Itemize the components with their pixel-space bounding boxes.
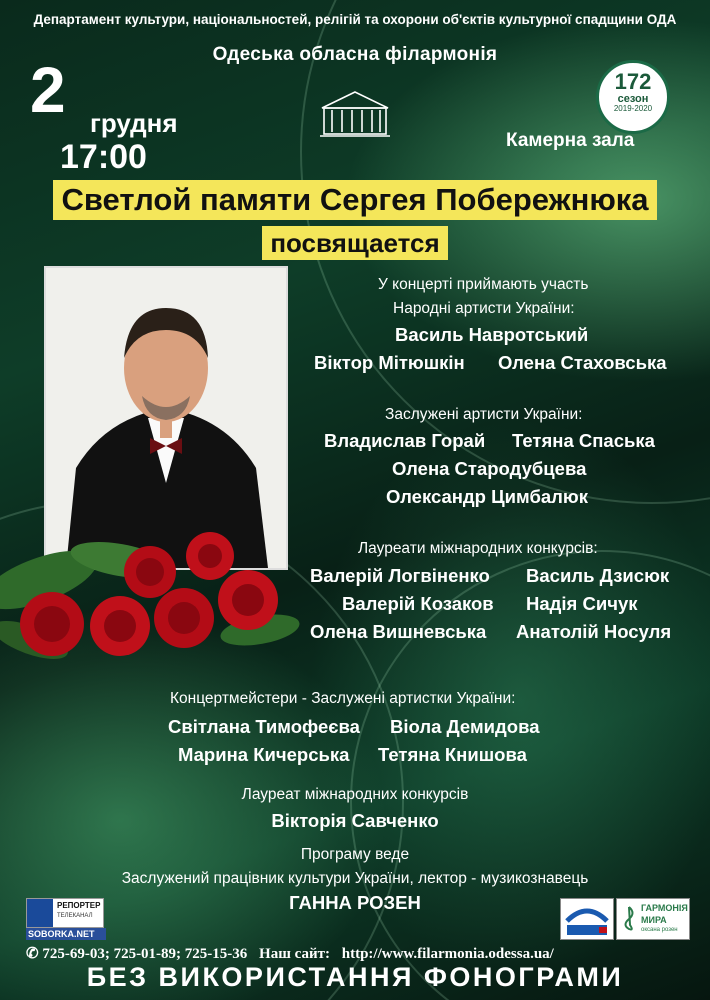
- performer-name: Олена Вишневська: [310, 621, 487, 642]
- participants-intro: У концерті приймають участь: [378, 276, 589, 293]
- performer-name: Віктор Мітюшкін: [314, 352, 465, 373]
- hall-name: Камерна зала: [506, 130, 635, 151]
- phone-numbers: 725-69-03; 725-01-89; 725-15-36: [42, 946, 248, 962]
- performer-name: Анатолій Носуля: [516, 621, 672, 642]
- laureates-heading: Лауреати міжнародних конкурсів:: [358, 540, 598, 557]
- performer-name: Валерій Козаков: [342, 593, 494, 614]
- date-month: грудня: [90, 108, 178, 138]
- performer-name: Олександр Цимбалюк: [386, 486, 588, 507]
- memorial-subtitle-text: посвящается: [262, 226, 447, 260]
- memorial-title-text: Светлой памяти Сергея Побережнюка: [53, 180, 656, 220]
- accompanist-name: Віола Демидова: [390, 716, 540, 737]
- host-heading: Програму веде: [300, 846, 410, 863]
- performer-name: Олена Стаховська: [498, 352, 667, 373]
- performer-name: Василь Дзисюк: [526, 565, 670, 586]
- performer-name: Василь Навротський: [395, 324, 589, 345]
- performer-name: Олена Стародубцева: [392, 458, 587, 479]
- performer-name: Валерій Логвіненко: [310, 565, 490, 586]
- department-title: Департамент культури, національностей, релігій та охорони об'єктів культурної спадщини ОДА: [33, 12, 677, 27]
- philharmonic-building-icon: [318, 86, 392, 142]
- treble-clef-icon: [620, 905, 638, 933]
- people-artists-heading: Народні артисти України:: [393, 300, 575, 317]
- laureate-name: Вікторія Савченко: [271, 810, 439, 831]
- accompanist-name: Світлана Тимофеєва: [168, 716, 360, 737]
- reporter-subtitle: ТЕЛЕКАНАЛ: [57, 913, 93, 919]
- date-day: 2: [30, 54, 66, 126]
- contacts-line: [26, 944, 554, 963]
- roses-bouquet-image: [0, 520, 300, 680]
- memorial-subtitle: [0, 226, 710, 260]
- honored-artists-heading: Заслужені артисти України:: [385, 406, 583, 423]
- accompanist-name: Марина Кичерська: [178, 744, 350, 765]
- season-years: 2019-2020: [613, 104, 653, 114]
- memorial-title: [0, 180, 710, 220]
- host-title: Заслужений працівник культури України, лектор - музикознавець: [121, 870, 589, 887]
- season-badge: [596, 60, 670, 134]
- garmonia-line3: оксана розен: [641, 927, 678, 933]
- reporter-logo-mark: [27, 899, 53, 927]
- phone-icon: ✆: [26, 946, 43, 962]
- no-playback-note: БЕЗ ВИКОРИСТАННЯ ФОНОГРАМИ: [86, 962, 624, 992]
- site-label: Наш сайт:: [259, 946, 330, 962]
- garmonia-line1: ГАРМОНІЯ: [641, 903, 688, 913]
- season-number: 172: [614, 69, 652, 94]
- performer-name: Надія Сичук: [526, 593, 638, 614]
- garmonia-line2: МИРА: [641, 915, 667, 925]
- garmonia-mira-logo: [616, 898, 690, 940]
- performer-name: Владислав Горай: [324, 430, 486, 451]
- accompanists-heading: Концертмейстери - Заслужені артистки України:: [170, 690, 516, 707]
- host-name: ГАННА РОЗЕН: [289, 892, 421, 913]
- season-label: сезон: [617, 93, 649, 105]
- soborka-logo: SOBORKA.NET: [26, 928, 106, 940]
- site-url-link[interactable]: http://www.filarmonia.odessa.ua/: [341, 946, 554, 962]
- reporter-tv-logo: [26, 898, 104, 928]
- concert-time: 17:00: [60, 138, 147, 176]
- philharmonic-title: Одеська обласна філармонія: [212, 44, 498, 65]
- performer-name: Тетяна Спаська: [512, 430, 655, 451]
- reporter-title: РЕПОРТЕР: [57, 901, 101, 910]
- laureate-heading: Лауреат міжнародних конкурсів: [241, 786, 469, 803]
- accompanist-name: Тетяна Книшова: [378, 744, 527, 765]
- tv-channel-logo: [560, 898, 614, 940]
